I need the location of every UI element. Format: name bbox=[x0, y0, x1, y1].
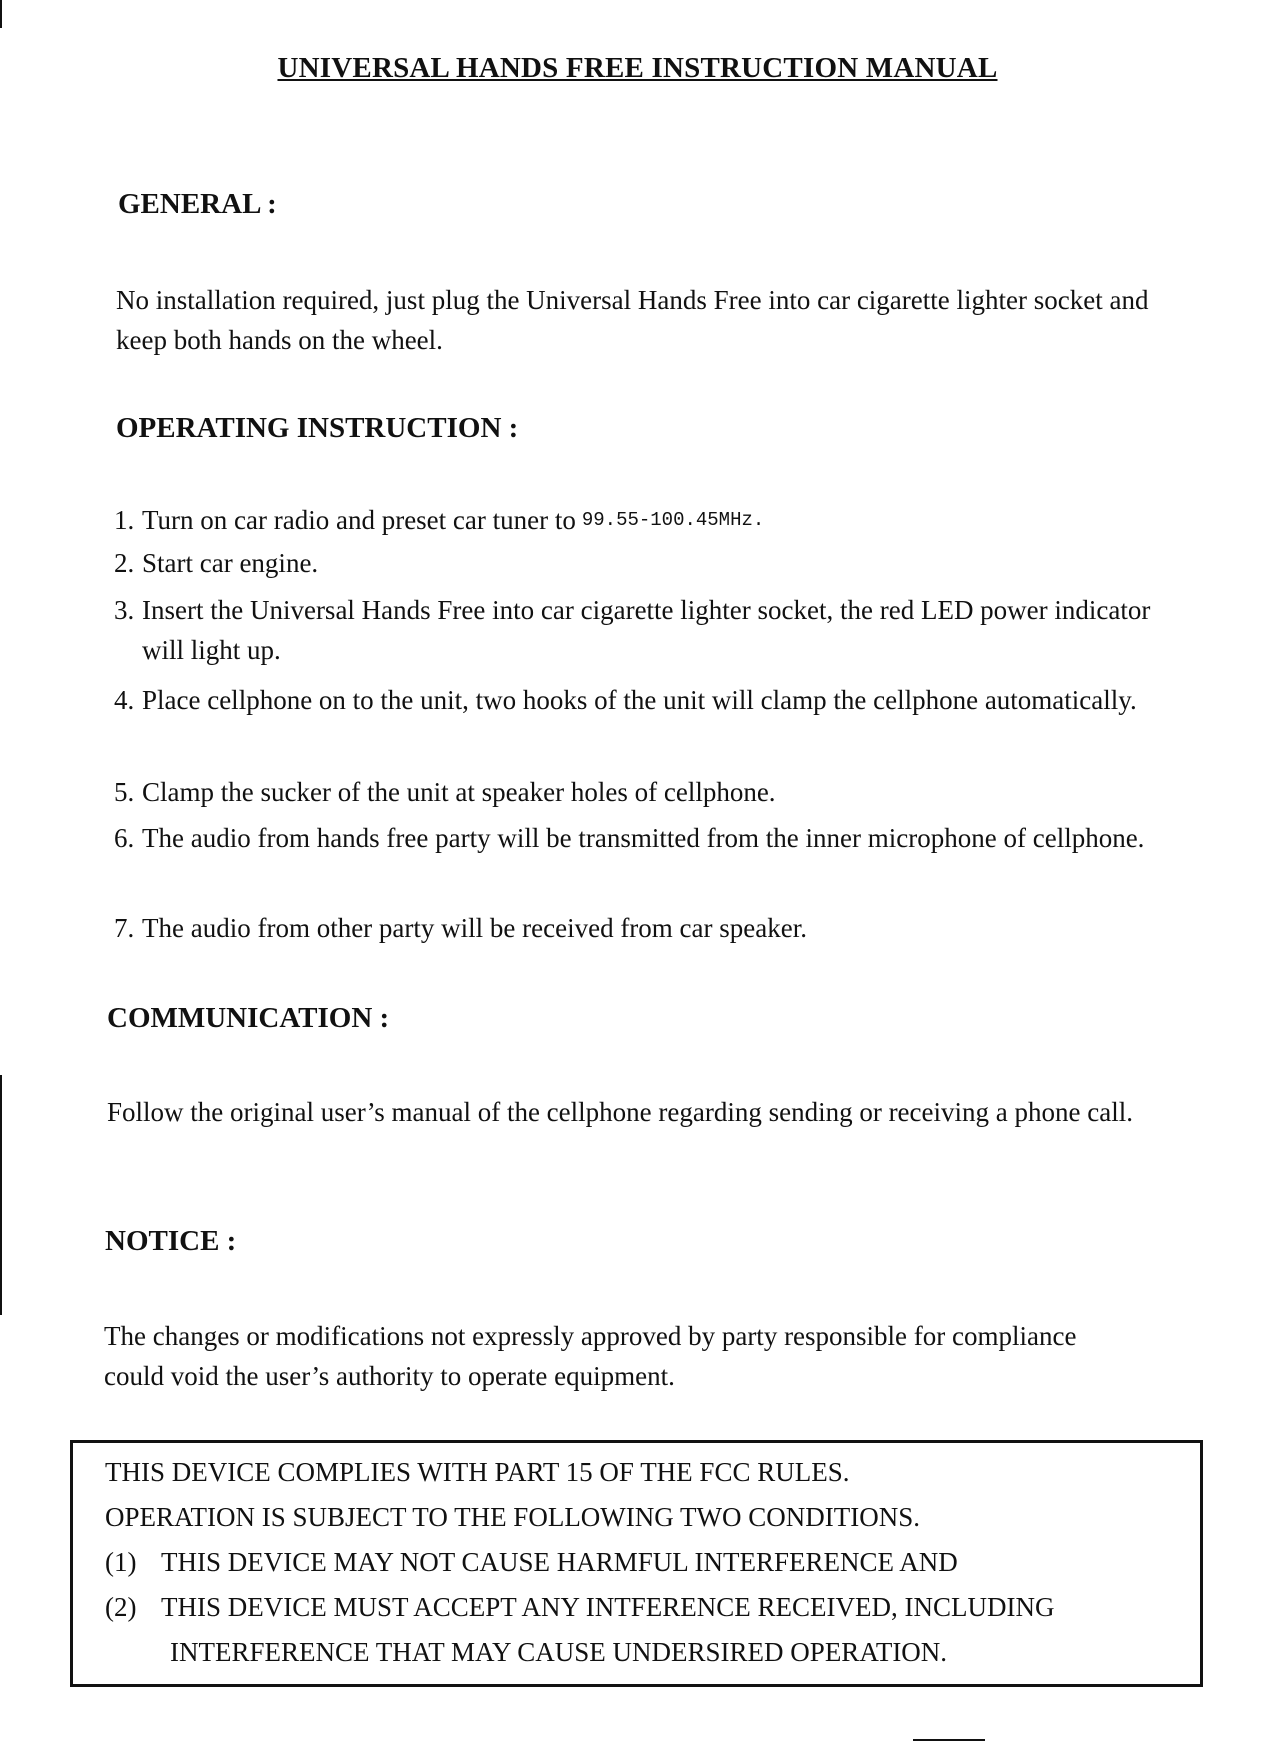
communication-body: Follow the original user’s manual of the cellphone regarding sending or receiving a phone call. bbox=[107, 1097, 1133, 1127]
footer-rule bbox=[913, 1739, 985, 1741]
list-item-text: The audio from hands free party will be transmitted from the inner microphone of cellphone. bbox=[142, 823, 1145, 853]
list-item-number: 1. bbox=[114, 505, 135, 535]
list-item-number: 2. bbox=[114, 548, 135, 578]
operating-heading: OPERATING INSTRUCTION : bbox=[116, 412, 519, 444]
fcc-condition-text: THIS DEVICE MAY NOT CAUSE HARMFUL INTERFERENCE AND bbox=[161, 1547, 958, 1577]
list-item bbox=[114, 680, 1184, 720]
notice-heading: NOTICE : bbox=[105, 1225, 237, 1257]
general-body: No installation required, just plug the Universal Hands Free into car cigarette lighter socket and keep both hands on the wheel. bbox=[116, 285, 1149, 355]
list-item-number: 4. bbox=[114, 685, 135, 715]
list-item-text: Insert the Universal Hands Free into car cigarette lighter socket, the red LED power indicator will light up. bbox=[142, 595, 1151, 665]
communication-heading: COMMUNICATION : bbox=[107, 1002, 390, 1034]
notice-body: The changes or modifications not expressly approved by party responsible for compliance could void the user’s authority to operate equipment. bbox=[104, 1321, 1077, 1391]
list-item-text: Place cellphone on to the unit, two hooks of the unit will clamp the cellphone automatically. bbox=[142, 685, 1137, 715]
fcc-condition-text: INTERFERENCE THAT MAY CAUSE UNDERSIRED OPERATION. bbox=[170, 1637, 948, 1667]
list-item-number: 5. bbox=[114, 777, 135, 807]
fcc-compliance-box bbox=[70, 1440, 1203, 1687]
fcc-statement-line: THIS DEVICE COMPLIES WITH PART 15 OF THE FCC RULES. bbox=[105, 1457, 850, 1487]
list-item-number: 3. bbox=[114, 595, 135, 625]
list-item bbox=[114, 908, 1184, 948]
tuner-frequency: 99.55-100.45MHz. bbox=[581, 509, 765, 531]
list-item-number: 6. bbox=[114, 823, 135, 853]
list-item-text: The audio from other party will be received from car speaker. bbox=[142, 913, 807, 943]
scan-edge-mark bbox=[0, 0, 2, 28]
general-heading: GENERAL : bbox=[118, 188, 277, 220]
fcc-statement-line: OPERATION IS SUBJECT TO THE FOLLOWING TWO CONDITIONS. bbox=[105, 1502, 921, 1532]
list-item-number: 7. bbox=[114, 913, 135, 943]
fcc-condition-number: (1) bbox=[105, 1547, 137, 1577]
fcc-condition-number: (2) bbox=[105, 1592, 137, 1622]
list-item-text: Clamp the sucker of the unit at speaker holes of cellphone. bbox=[142, 777, 776, 807]
fcc-condition-text: THIS DEVICE MUST ACCEPT ANY INTFERENCE RECEIVED, INCLUDING bbox=[161, 1592, 1055, 1622]
list-item bbox=[114, 500, 1184, 540]
scan-edge-mark bbox=[0, 1075, 2, 1315]
list-item-text: Start car engine. bbox=[142, 548, 319, 578]
list-item bbox=[114, 772, 1184, 812]
document-title: UNIVERSAL HANDS FREE INSTRUCTION MANUAL bbox=[277, 52, 998, 84]
list-item bbox=[114, 818, 1184, 858]
list-item bbox=[114, 543, 1184, 583]
list-item bbox=[114, 590, 1184, 670]
list-item-text: Turn on car radio and preset car tuner to bbox=[142, 505, 576, 535]
